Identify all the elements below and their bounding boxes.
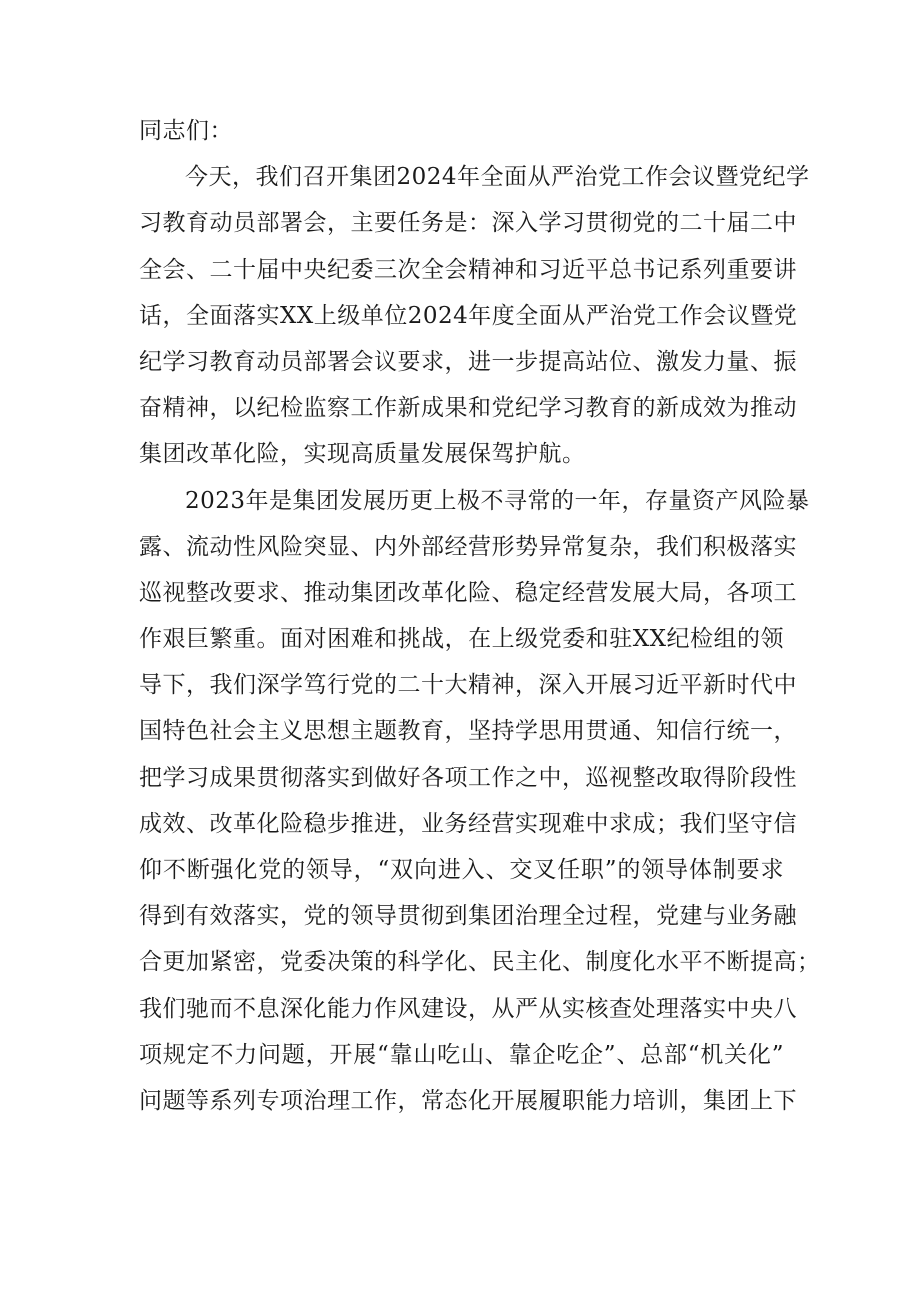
paragraph-line: 今天，我们召开集团2024年全面从严治党工作会议暨党纪学 [185,164,810,191]
paragraph-line: 把学习成果贯彻落实到做好各项工作之中，巡视整改取得阶段性 [139,764,797,791]
paragraph-line: 问题等系列专项治理工作，常态化开展履职能力培训，集团上下 [139,1087,797,1114]
paragraph-line: 仰不断强化党的领导，“双向进入、交叉任职”的领导体制要求 [139,857,784,883]
paragraph-line: 露、流动性风险突显、内外部经营形势异常复杂，我们积极落实 [139,533,797,560]
document-body [139,108,821,1124]
paragraph-line: 全会、二十届中央纪委三次全会精神和习近平总书记系列重要讲 [139,256,797,283]
paragraph-line: 2023年是集团发展历更上极不寻常的一年，存量资产风险暴 [185,487,810,514]
paragraph-line: 话，全面落实XX上级单位2024年度全面从严治党工作会议暨党 [139,302,798,329]
paragraph-line: 我们驰而不息深化能力作风建设，从严从实核查处理落实中央八 [139,995,797,1022]
paragraph-line: 巡视整改要求、推动集团改革化险、稳定经营发展大局，各项工 [139,579,797,606]
paragraph-line: 纪学习教育动员部署会议要求，进一步提高站位、激发力量、振 [139,348,797,375]
paragraph-line: 集团改革化险，实现高质量发展保驾护航。 [139,441,586,468]
paragraph-line: 国特色社会主义思想主题教育，坚持学思用贯通、知信行统一， [139,718,797,745]
paragraph-1 [139,154,810,477]
paragraph-line: 成效、改革化险稳步推进，业务经营实现难中求成；我们坚守信 [139,810,797,837]
paragraph-line: 导下，我们深学笃行党的二十大精神，深入开展习近平新时代中 [139,672,797,699]
paragraph-line: 合更加紧密，党委决策的科学化、民主化、制度化水平不断提高； [139,949,821,976]
paragraph-line: 项规定不力问题，开展“靠山吃山、靠企吃企”、总部“机关化” [139,1041,784,1068]
paragraph-line: 作艰巨繁重。面对困难和挑战，在上级党委和驻XX纪检组的领 [139,626,784,653]
paragraph-line: 习教育动员部署会，主要任务是：深入学习贯彻党的二十届二中 [139,210,797,237]
paragraph-line: 奋精神，以纪检监察工作新成果和党纪学习教育的新成效为推动 [139,395,797,422]
salutation: 同志们： [139,118,233,144]
paragraph-2 [139,478,821,1125]
paragraph-line: 得到有效落实，党的领导贯彻到集团治理全过程，党建与业务融 [139,903,797,930]
